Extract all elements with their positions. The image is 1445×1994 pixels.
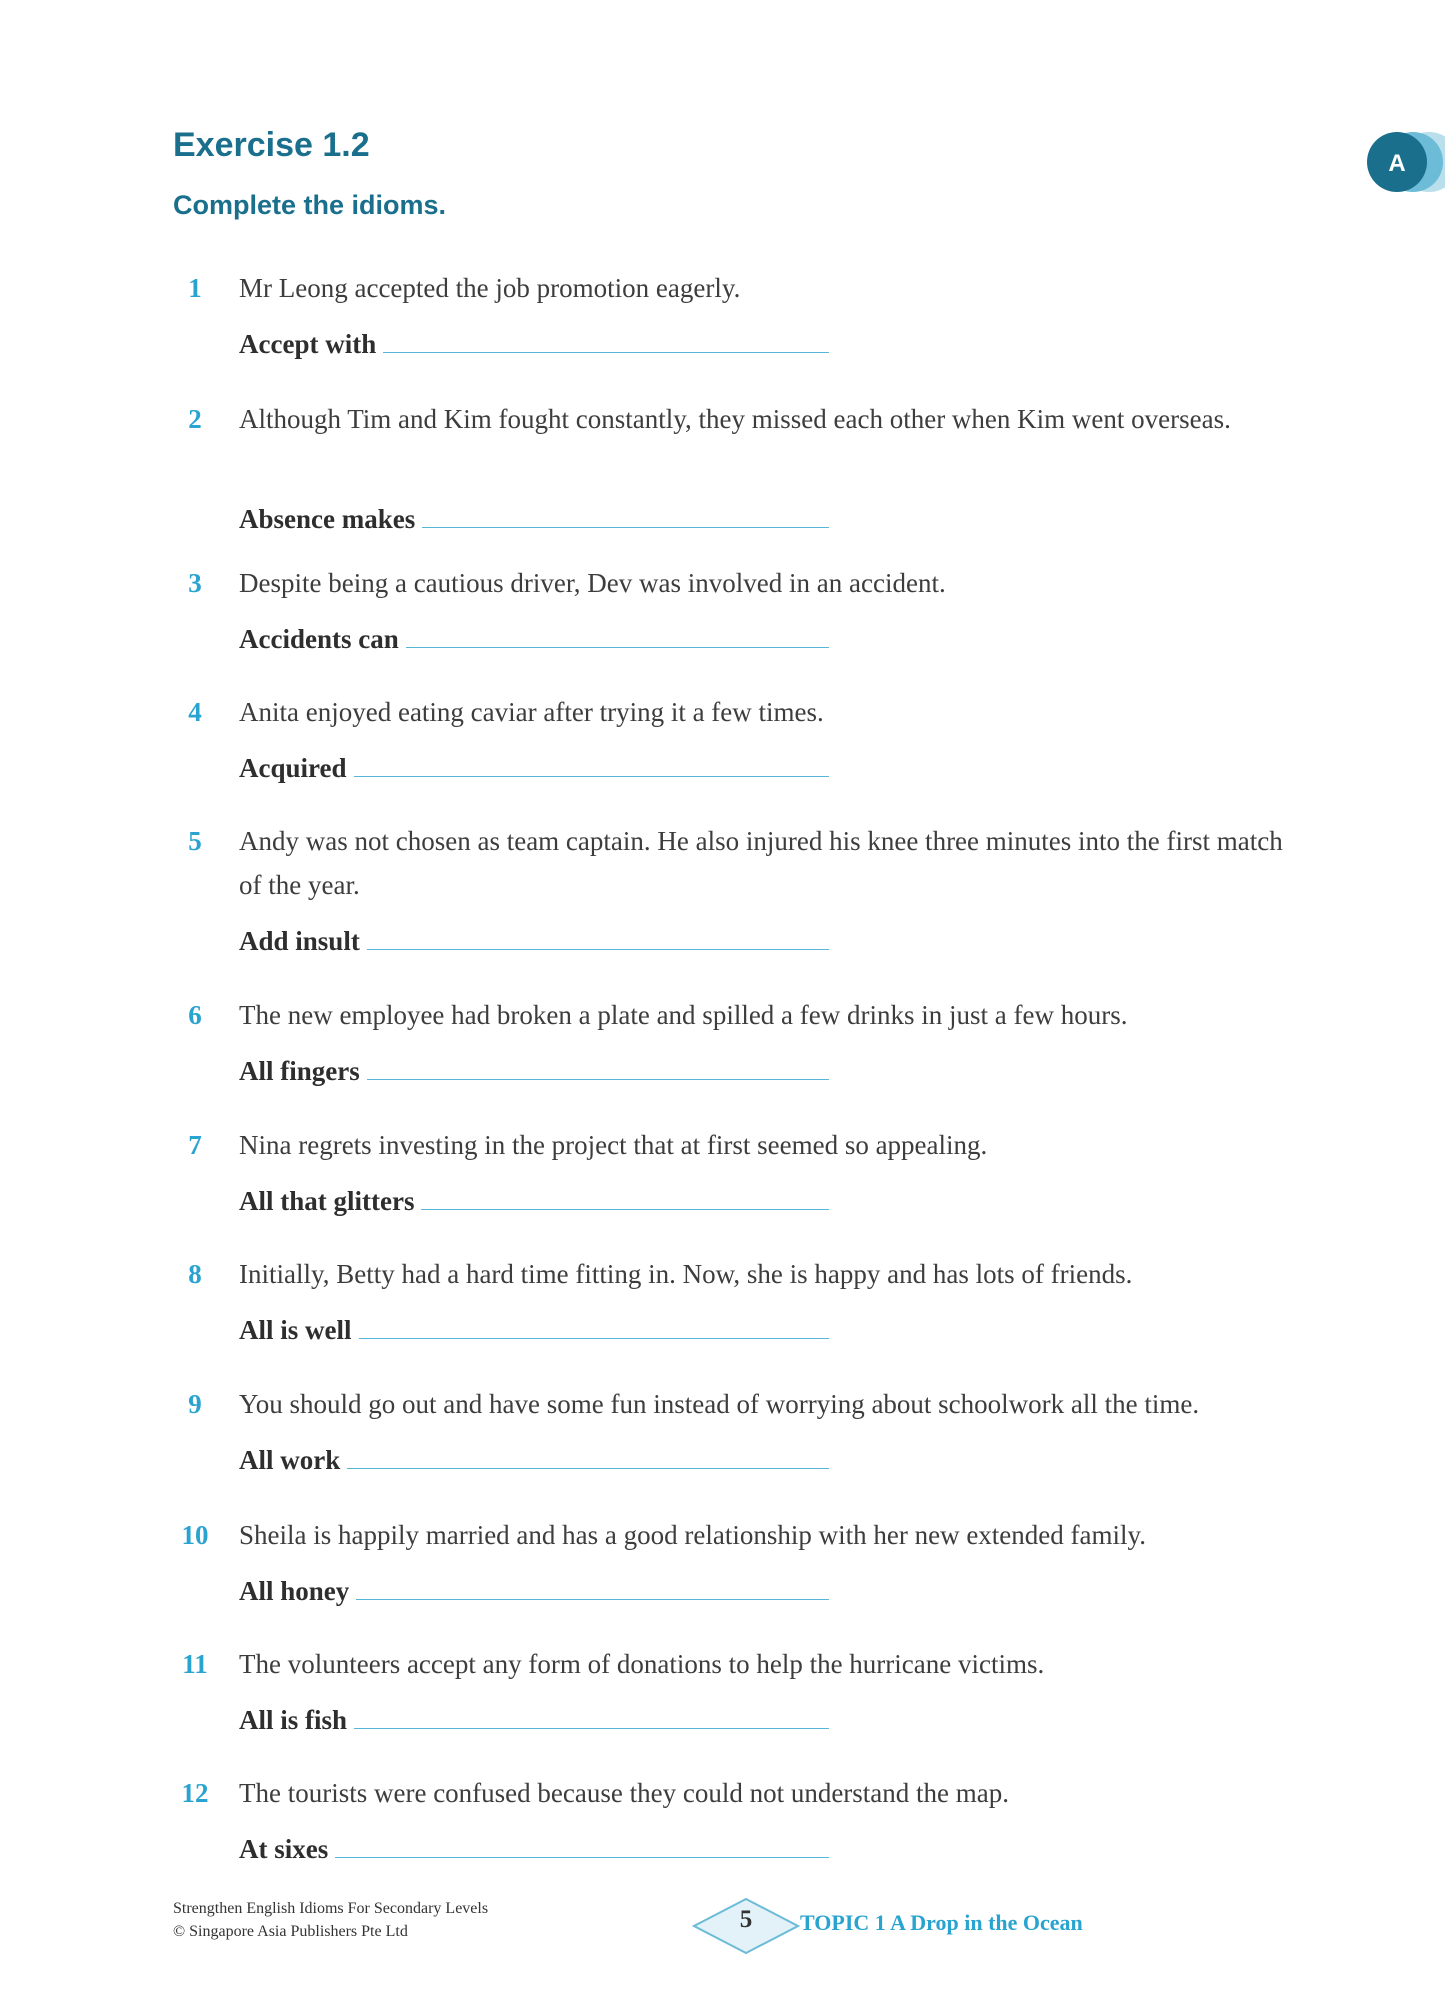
footer-credit [173, 1897, 488, 1943]
item-prompt [239, 753, 829, 784]
answer-blank-line[interactable] [356, 1599, 829, 1600]
item-sentence: Sheila is happily married and has a good relationship with her new extended family. [239, 1520, 1147, 1550]
prompt-label: Add insult [239, 926, 360, 956]
answer-blank-line[interactable] [354, 1728, 829, 1729]
item-number: 6 [188, 1000, 202, 1030]
item-sentence: Nina regrets investing in the project that at first seemed so appealing. [239, 1130, 988, 1160]
copyright: © Singapore Asia Publishers Pte Ltd [173, 1923, 408, 1940]
item-prompt [239, 1445, 829, 1476]
prompt-label: All honey [239, 1576, 350, 1606]
item-number: 11 [182, 1649, 208, 1679]
item-prompt [239, 1186, 829, 1217]
item-sentence: You should go out and have some fun instead of worrying about schoolwork all the time. [239, 1389, 1200, 1419]
item-number: 10 [181, 1520, 209, 1550]
answer-blank-line[interactable] [367, 1079, 829, 1080]
prompt-label: Accidents can [239, 624, 399, 654]
answer-blank-line[interactable] [421, 1209, 829, 1210]
item-prompt [239, 624, 829, 655]
prompt-label: All that glitters [239, 1186, 415, 1216]
item-number: 2 [188, 404, 202, 434]
item-number: 3 [188, 568, 202, 598]
answer-blank-line[interactable] [359, 1338, 829, 1339]
prompt-label: Acquired [239, 753, 347, 783]
item-sentence: Despite being a cautious driver, Dev was involved in an accident. [239, 568, 946, 598]
prompt-label: All work [239, 1445, 341, 1475]
prompt-label: At sixes [239, 1834, 329, 1864]
book-title: Strengthen English Idioms For Secondary Levels [173, 1900, 489, 1917]
exercise-instruction: Complete the idioms. [173, 190, 447, 220]
prompt-label: All is well [239, 1315, 352, 1345]
item-sentence: Anita enjoyed eating caviar after trying it a few times. [239, 697, 824, 727]
item-sentence: The volunteers accept any form of donations to help the hurricane victims. [239, 1649, 1045, 1679]
answer-blank-line[interactable] [406, 647, 829, 648]
item-prompt [239, 504, 829, 535]
item-sentence: Initially, Betty had a hard time fitting in. Now, she is happy and has lots of friends. [239, 1259, 1133, 1289]
answer-blank-line[interactable] [354, 776, 829, 777]
item-number: 4 [188, 697, 202, 727]
prompt-label: Absence makes [239, 504, 416, 534]
topic-label: TOPIC 1 A Drop in the Ocean [800, 1910, 1083, 1935]
item-number: 7 [188, 1130, 202, 1160]
item-prompt [239, 926, 829, 957]
item-sentence: Although Tim and Kim fought constantly, they missed each other when Kim went overseas. [239, 404, 1231, 434]
item-prompt [239, 1315, 829, 1346]
answer-blank-line[interactable] [335, 1857, 829, 1858]
prompt-label: All fingers [239, 1056, 360, 1086]
item-number: 8 [188, 1259, 202, 1289]
item-number: 1 [188, 273, 202, 303]
item-sentence: Andy was not chosen as team captain. He also injured his knee three minutes into the first match of the year. [239, 826, 1283, 900]
item-prompt [239, 329, 829, 360]
answer-blank-line[interactable] [367, 949, 829, 950]
item-prompt [239, 1705, 829, 1736]
item-number: 9 [188, 1389, 202, 1419]
prompt-label: All is fish [239, 1705, 348, 1735]
exercise-title: Exercise 1.2 [173, 126, 370, 164]
answer-blank-line[interactable] [383, 352, 829, 353]
item-prompt [239, 1056, 829, 1087]
item-sentence: The new employee had broken a plate and spilled a few drinks in just a few hours. [239, 1000, 1128, 1030]
item-number: 5 [188, 826, 202, 856]
page-number: 5 [739, 1906, 753, 1933]
item-sentence: Mr Leong accepted the job promotion eagerly. [239, 273, 741, 303]
item-prompt [239, 1576, 829, 1607]
answer-blank-line[interactable] [422, 527, 829, 528]
item-sentence: The tourists were confused because they could not understand the map. [239, 1778, 1010, 1808]
section-tab-letter: A [1388, 150, 1406, 177]
answer-blank-line[interactable] [347, 1468, 829, 1469]
section-tab [1345, 128, 1445, 200]
item-number: 12 [181, 1778, 209, 1808]
prompt-label: Accept with [239, 329, 377, 359]
item-prompt [239, 1834, 829, 1865]
